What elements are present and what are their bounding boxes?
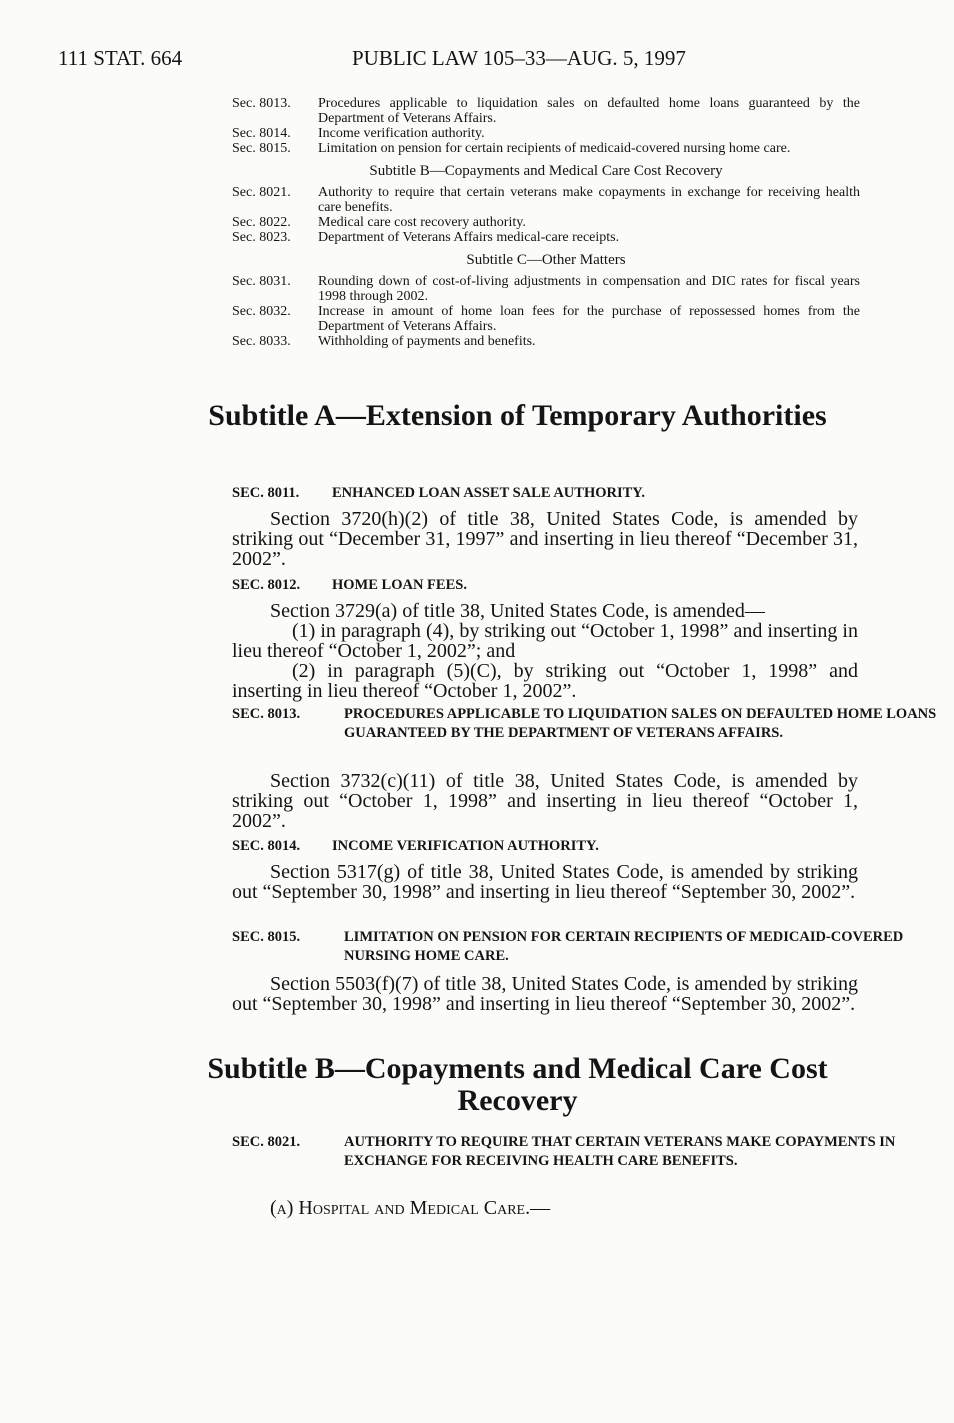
toc-section-title: Rounding down of cost-of-living adjustments in compensation and DIC rates for fiscal years 1998 through 2002. (318, 274, 860, 304)
toc-section-title: Department of Veterans Affairs medical-care receipts. (318, 230, 620, 245)
toc-row (232, 126, 860, 141)
toc-subtitle-c: Subtitle C—Other Matters (466, 252, 626, 268)
section-title: HOME LOAN FEES. (332, 577, 467, 593)
subtitle-b-heading: Subtitle B—Copayments and Medical Care Cost Recovery (207, 1052, 828, 1117)
section-body (232, 974, 858, 1014)
toc-row (232, 185, 860, 215)
toc-section-number: Sec. 8032. (232, 304, 291, 319)
section-heading (232, 484, 858, 503)
section-body (232, 509, 858, 569)
toc-row (232, 141, 860, 156)
toc-section-title: Procedures applicable to liquidation sales on defaulted home loans guaranteed by the Department of Veterans Affairs. (318, 96, 860, 126)
toc-section-number: Sec. 8013. (232, 96, 291, 111)
section-number: SEC. 8021. (232, 1134, 301, 1150)
toc-section-number: Sec. 8014. (232, 126, 291, 141)
section-heading (232, 576, 858, 595)
section-number: SEC. 8013. (232, 706, 301, 722)
toc-section-title: Income verification authority. (318, 126, 485, 141)
toc-row (232, 96, 860, 126)
toc-section-title: Increase in amount of home loan fees for the purchase of repossessed homes from the Department of Veterans Affairs. (318, 304, 860, 334)
toc-section-title: Authority to require that certain veterans make copayments in exchange for receiving health care benefits. (318, 185, 860, 215)
section-title: LIMITATION ON PENSION FOR CERTAIN RECIPIENTS OF MEDICAID-COVERED NURSING HOME CARE. (344, 929, 904, 964)
section-body (232, 862, 858, 902)
section-heading (232, 837, 858, 856)
toc-row (232, 304, 860, 334)
subtitle-a-heading: Subtitle A—Extension of Temporary Authorities (208, 399, 827, 432)
toc-section-number: Sec. 8023. (232, 230, 291, 245)
paragraph-2: (2) in paragraph (5)(C), by striking out “October 1, 1998” and inserting in lieu thereof “October 1, 2002”. (232, 660, 858, 702)
section-text: Section 3732(c)(11) of title 38, United States Code, is amended by striking out “October 1, 1998” and inserting in lieu thereof “October 1, 2002”. (232, 770, 858, 832)
section-heading (232, 1133, 954, 1171)
toc-section-number: Sec. 8033. (232, 334, 291, 349)
section-number: SEC. 8015. (232, 929, 301, 945)
toc-row (232, 274, 860, 304)
section-title: AUTHORITY TO REQUIRE THAT CERTAIN VETERANS MAKE COPAYMENTS IN EXCHANGE FOR RECEIVING HEALTH CARE BENEFITS. (344, 1134, 896, 1169)
section-body (232, 601, 858, 701)
toc-section-number: Sec. 8021. (232, 185, 291, 200)
statute-page-number: 111 STAT. 664 (58, 46, 183, 70)
section-number: SEC. 8012. (232, 577, 301, 593)
toc-subtitle-b: Subtitle B—Copayments and Medical Care Cost Recovery (369, 163, 723, 179)
public-law-citation: PUBLIC LAW 105–33—AUG. 5, 1997 (352, 46, 686, 70)
section-number: SEC. 8014. (232, 838, 301, 854)
toc-section-title: Medical care cost recovery authority. (318, 215, 526, 230)
section-body (232, 771, 858, 831)
section-text: Section 5317(g) of title 38, United States Code, is amended by striking out “September 30, 1998” and inserting in lieu thereof “September 30, 2002”. (232, 861, 858, 903)
section-number: SEC. 8011. (232, 485, 300, 501)
toc-section-number: Sec. 8022. (232, 215, 291, 230)
section-text: Section 3720(h)(2) of title 38, United States Code, is amended by striking out “December 31, 1997” and inserting in lieu thereof “December 31, 2002”. (232, 508, 858, 570)
page-header (58, 46, 858, 76)
toc-row (232, 230, 860, 245)
section-title: PROCEDURES APPLICABLE TO LIQUIDATION SALES ON DEFAULTED HOME LOANS GUARANTEED BY THE DEPARTMENT OF VETERANS AFFAIRS. (344, 706, 937, 741)
subsection-a-heading: (a) Hospital and Medical Care.— (270, 1197, 551, 1219)
section-text: Section 5503(f)(7) of title 38, United States Code, is amended by striking out “September 30, 1998” and inserting in lieu thereof “September 30, 2002”. (232, 973, 858, 1015)
toc-section-number: Sec. 8015. (232, 141, 291, 156)
toc-section-title: Withholding of payments and benefits. (318, 334, 536, 349)
toc-row (232, 334, 860, 349)
toc-section-title: Limitation on pension for certain recipients of medicaid-covered nursing home care. (318, 141, 791, 156)
toc-section-number: Sec. 8031. (232, 274, 291, 289)
section-heading (232, 928, 954, 966)
section-title: INCOME VERIFICATION AUTHORITY. (332, 838, 599, 854)
section-text: Section 3729(a) of title 38, United States Code, is amended— (270, 600, 765, 622)
table-of-contents (232, 96, 860, 349)
paragraph-1: (1) in paragraph (4), by striking out “October 1, 1998” and inserting in lieu thereof “October 1, 2002”; and (232, 620, 858, 662)
toc-row (232, 215, 860, 230)
section-heading (232, 705, 954, 743)
section-body (232, 1198, 858, 1218)
section-title: ENHANCED LOAN ASSET SALE AUTHORITY. (332, 485, 646, 501)
